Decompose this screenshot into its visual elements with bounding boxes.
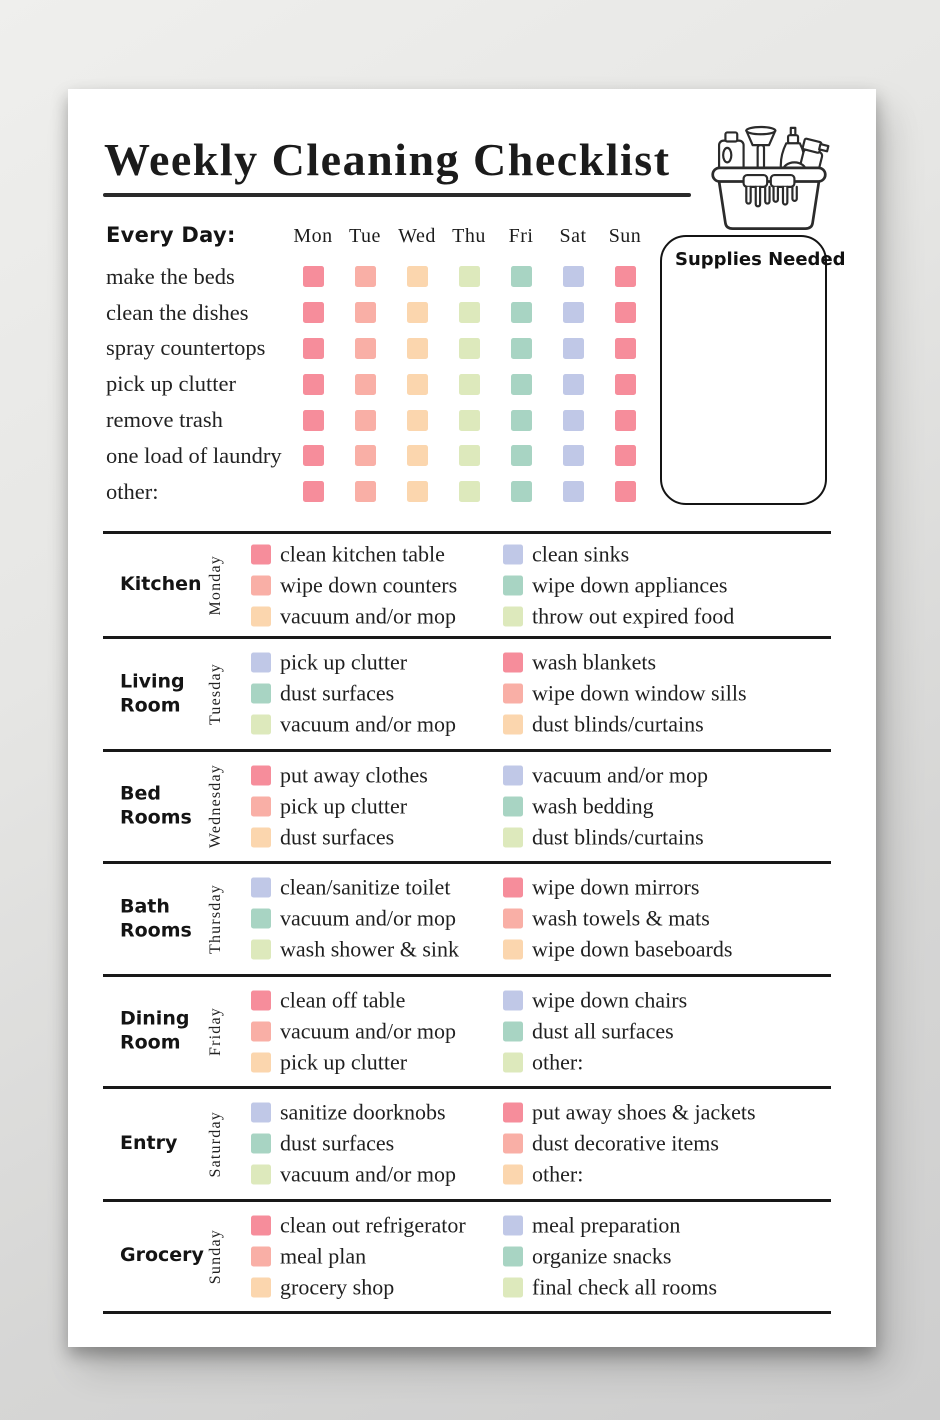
task-label: wipe down chairs	[532, 987, 688, 1013]
everyday-task-label: one load of laundry	[106, 442, 282, 468]
task-label: pick up clutter	[280, 649, 408, 675]
task-label: vacuum and/or mop	[280, 1018, 456, 1044]
task-label: throw out expired food	[532, 603, 735, 628]
task-checkbox[interactable]	[251, 575, 271, 595]
everyday-task-row	[106, 402, 651, 438]
task-checkbox[interactable]	[251, 606, 271, 626]
everyday-task-row	[106, 259, 651, 295]
everyday-checkbox-sat[interactable]	[563, 481, 584, 502]
task-label: dust decorative items	[532, 1130, 719, 1156]
everyday-task-row	[106, 366, 651, 402]
everyday-checkbox-wed[interactable]	[407, 410, 428, 431]
everyday-checkbox-fri[interactable]	[511, 374, 532, 395]
everyday-task-row	[106, 474, 651, 510]
everyday-checkbox-sun[interactable]	[615, 266, 636, 287]
everyday-checkbox-tue[interactable]	[355, 374, 376, 395]
task-label: clean off table	[280, 987, 406, 1013]
task-checkbox[interactable]	[251, 990, 271, 1010]
task-item	[503, 1162, 803, 1188]
everyday-task-row	[106, 295, 651, 331]
task-checkbox[interactable]	[503, 575, 523, 595]
supplies-needed-title: Supplies Needed	[675, 249, 846, 270]
task-label: put away shoes & jackets	[532, 1099, 756, 1125]
day-label-vertical: Wednesday	[207, 764, 224, 849]
everyday-checkbox-sun[interactable]	[615, 374, 636, 395]
task-item	[251, 1212, 503, 1238]
task-checkbox[interactable]	[503, 765, 523, 785]
everyday-checkbox-wed[interactable]	[407, 302, 428, 323]
task-checkbox[interactable]	[503, 684, 523, 704]
everyday-checkbox-wed[interactable]	[407, 338, 428, 359]
everyday-task-label: pick up clutter	[106, 371, 236, 397]
task-checkbox[interactable]	[251, 1103, 271, 1123]
task-item	[251, 650, 503, 676]
task-checkbox[interactable]	[503, 1215, 523, 1235]
everyday-checkbox-mon[interactable]	[303, 410, 324, 431]
day-label-vertical: Tuesday	[207, 662, 224, 725]
cleaning-caddy-icon	[698, 117, 840, 235]
task-label: clean/sanitize toilet	[280, 874, 451, 900]
task-label: wash towels & mats	[532, 905, 710, 931]
everyday-checkbox-fri[interactable]	[511, 445, 532, 466]
task-item	[503, 1018, 803, 1044]
everyday-checkboxes	[287, 410, 651, 431]
section-living-room	[103, 636, 831, 749]
checklist-page	[68, 89, 876, 1347]
task-item	[251, 1018, 503, 1044]
task-label: vacuum and/or mop	[280, 1161, 456, 1187]
task-label: vacuum and/or mop	[280, 603, 456, 628]
everyday-checkbox-tue[interactable]	[355, 302, 376, 323]
everyday-checkboxes	[287, 481, 651, 502]
task-label: wipe down appliances	[532, 572, 728, 597]
task-checkbox[interactable]	[251, 1246, 271, 1266]
everyday-checkbox-thu[interactable]	[459, 338, 480, 359]
task-label: sanitize doorknobs	[280, 1099, 446, 1125]
task-item	[503, 1100, 803, 1126]
task-item	[503, 650, 803, 676]
everyday-checkbox-thu[interactable]	[459, 374, 480, 395]
task-checkbox[interactable]	[503, 1246, 523, 1266]
task-item	[251, 824, 503, 850]
task-item	[503, 681, 803, 707]
task-label: wash bedding	[532, 793, 654, 819]
task-checkbox[interactable]	[251, 940, 271, 960]
everyday-checkbox-fri[interactable]	[511, 266, 532, 287]
everyday-checkbox-wed[interactable]	[407, 445, 428, 466]
task-checkbox[interactable]	[251, 909, 271, 929]
everyday-task-label: remove trash	[106, 407, 223, 433]
task-label: grocery shop	[280, 1274, 395, 1300]
task-item	[503, 1274, 803, 1300]
task-checkbox[interactable]	[503, 796, 523, 816]
task-checkbox[interactable]	[503, 544, 523, 564]
everyday-checkbox-fri[interactable]	[511, 410, 532, 431]
task-item	[503, 603, 803, 629]
task-checkbox[interactable]	[503, 606, 523, 626]
room-label: Dining Room	[120, 1007, 190, 1054]
task-checkbox[interactable]	[251, 1134, 271, 1154]
day-header-wed: Wed	[398, 225, 436, 247]
task-checkbox[interactable]	[251, 1021, 271, 1041]
task-item	[503, 937, 803, 963]
section-grocery	[103, 1199, 831, 1312]
everyday-title: Every Day:	[106, 223, 236, 247]
task-checkbox[interactable]	[503, 1134, 523, 1154]
supplies-notes-area[interactable]	[668, 281, 819, 495]
task-item	[503, 1049, 803, 1075]
everyday-checkbox-wed[interactable]	[407, 481, 428, 502]
everyday-checkbox-tue[interactable]	[355, 410, 376, 431]
day-label-vertical: Monday	[207, 554, 224, 616]
everyday-checkbox-mon[interactable]	[303, 302, 324, 323]
section-bath-rooms	[103, 861, 831, 974]
everyday-task-label: spray countertops	[106, 335, 266, 361]
everyday-checkbox-sun[interactable]	[615, 302, 636, 323]
task-label: wash blankets	[532, 649, 657, 675]
task-label: clean kitchen table	[280, 541, 445, 566]
task-label: other:	[532, 1161, 584, 1187]
section-dining-room	[103, 974, 831, 1087]
task-checkbox[interactable]	[251, 827, 271, 847]
task-checkbox[interactable]	[251, 1165, 271, 1185]
task-checkbox[interactable]	[251, 684, 271, 704]
task-item	[503, 1243, 803, 1269]
task-label: pick up clutter	[280, 1049, 408, 1075]
title-underline	[103, 193, 691, 197]
task-checkbox[interactable]	[503, 1103, 523, 1123]
everyday-checkbox-sat[interactable]	[563, 445, 584, 466]
day-label-vertical: Thursday	[207, 883, 224, 954]
day-header-thu: Thu	[452, 225, 486, 247]
everyday-task-label: make the beds	[106, 263, 235, 289]
day-label-vertical: Sunday	[207, 1228, 224, 1284]
task-label: dust surfaces	[280, 1130, 395, 1156]
task-item	[251, 681, 503, 707]
task-checkbox[interactable]	[503, 940, 523, 960]
everyday-checkboxes	[287, 338, 651, 359]
task-checkbox[interactable]	[503, 990, 523, 1010]
task-checkbox[interactable]	[503, 827, 523, 847]
task-checkbox[interactable]	[503, 715, 523, 735]
task-checkbox[interactable]	[251, 1052, 271, 1072]
task-label: vacuum and/or mop	[280, 711, 456, 737]
everyday-task-row	[106, 438, 651, 474]
task-label: wipe down window sills	[532, 680, 747, 706]
task-checkbox[interactable]	[251, 1215, 271, 1235]
day-header-sat: Sat	[559, 225, 587, 247]
task-item	[251, 1243, 503, 1269]
task-item	[251, 1274, 503, 1300]
task-label: put away clothes	[280, 762, 428, 788]
everyday-checkbox-mon[interactable]	[303, 445, 324, 466]
task-label: clean out refrigerator	[280, 1212, 466, 1238]
page-title: Weekly Cleaning Checklist	[104, 134, 671, 185]
task-checkbox[interactable]	[503, 1165, 523, 1185]
task-item	[503, 906, 803, 932]
everyday-checkbox-fri[interactable]	[511, 481, 532, 502]
task-item	[251, 793, 503, 819]
room-label: Living Room	[120, 670, 185, 716]
everyday-checkbox-tue[interactable]	[355, 481, 376, 502]
task-label: wipe down counters	[280, 572, 458, 597]
task-label: dust blinds/curtains	[532, 824, 704, 850]
task-label: clean sinks	[532, 541, 630, 566]
supplies-needed-box	[660, 235, 846, 505]
task-item	[251, 1162, 503, 1188]
section-kitchen	[103, 531, 831, 636]
task-item	[251, 987, 503, 1013]
task-item	[251, 1100, 503, 1126]
room-label: Grocery	[120, 1244, 204, 1267]
room-label: Bed Rooms	[120, 782, 192, 829]
task-item	[251, 541, 503, 567]
task-item	[251, 762, 503, 788]
everyday-checkbox-sun[interactable]	[615, 410, 636, 431]
task-checkbox[interactable]	[251, 715, 271, 735]
task-label: wipe down baseboards	[532, 936, 733, 962]
task-checkbox[interactable]	[503, 653, 523, 673]
task-label: wash shower & sink	[280, 936, 460, 962]
room-label: Kitchen	[120, 573, 202, 596]
task-item	[503, 572, 803, 598]
everyday-checkbox-sat[interactable]	[563, 266, 584, 287]
everyday-checkbox-tue[interactable]	[355, 445, 376, 466]
task-item	[251, 572, 503, 598]
day-label-vertical: Friday	[207, 1006, 224, 1056]
task-item	[251, 1131, 503, 1157]
day-header-mon: Mon	[293, 225, 333, 247]
everyday-checkbox-sat[interactable]	[563, 410, 584, 431]
task-item	[503, 1131, 803, 1157]
task-label: dust surfaces	[280, 824, 395, 850]
task-item	[251, 603, 503, 629]
everyday-checkbox-mon[interactable]	[303, 266, 324, 287]
everyday-checkbox-fri[interactable]	[511, 338, 532, 359]
everyday-checkbox-sat[interactable]	[563, 374, 584, 395]
task-checkbox[interactable]	[503, 1052, 523, 1072]
task-item	[251, 906, 503, 932]
task-item	[251, 1049, 503, 1075]
everyday-checkboxes	[287, 266, 651, 287]
task-label: meal preparation	[532, 1212, 681, 1238]
task-item	[503, 541, 803, 567]
section-entry	[103, 1086, 831, 1199]
everyday-checkbox-mon[interactable]	[303, 374, 324, 395]
everyday-task-row	[106, 331, 651, 367]
everyday-checkbox-tue[interactable]	[355, 338, 376, 359]
day-header-fri: Fri	[508, 225, 534, 247]
task-checkbox[interactable]	[251, 1277, 271, 1297]
everyday-checkbox-thu[interactable]	[459, 266, 480, 287]
everyday-checkbox-sat[interactable]	[563, 302, 584, 323]
task-label: meal plan	[280, 1243, 367, 1269]
task-checkbox[interactable]	[251, 544, 271, 564]
task-checkbox[interactable]	[503, 909, 523, 929]
task-checkbox[interactable]	[251, 796, 271, 816]
task-checkbox[interactable]	[251, 765, 271, 785]
room-label: Bath Rooms	[120, 895, 192, 941]
everyday-checkbox-thu[interactable]	[459, 445, 480, 466]
task-item	[503, 987, 803, 1013]
everyday-checkbox-thu[interactable]	[459, 302, 480, 323]
task-item	[251, 875, 503, 901]
day-header-tue: Tue	[349, 225, 381, 247]
task-item	[503, 824, 803, 850]
task-item	[503, 875, 803, 901]
day-header-sun: Sun	[608, 225, 642, 247]
everyday-checkbox-sun[interactable]	[615, 338, 636, 359]
everyday-checkbox-wed[interactable]	[407, 266, 428, 287]
everyday-checkbox-mon[interactable]	[303, 338, 324, 359]
task-item	[251, 937, 503, 963]
everyday-checkbox-sat[interactable]	[563, 338, 584, 359]
task-checkbox[interactable]	[503, 878, 523, 898]
everyday-checkbox-thu[interactable]	[459, 410, 480, 431]
day-label-vertical: Saturday	[207, 1110, 224, 1177]
task-label: dust all surfaces	[532, 1018, 674, 1044]
task-label: dust blinds/curtains	[532, 711, 704, 737]
room-label: Entry	[120, 1131, 178, 1154]
weekly-sections	[103, 531, 831, 1314]
everyday-task-label: other:	[106, 478, 159, 504]
everyday-grid	[106, 223, 651, 510]
everyday-checkbox-mon[interactable]	[303, 481, 324, 502]
task-item	[503, 712, 803, 738]
everyday-checkboxes	[287, 374, 651, 395]
task-label: final check all rooms	[532, 1274, 718, 1300]
task-checkbox[interactable]	[251, 653, 271, 673]
task-item	[251, 712, 503, 738]
task-checkbox[interactable]	[251, 878, 271, 898]
task-label: wipe down mirrors	[532, 874, 700, 900]
everyday-checkbox-wed[interactable]	[407, 374, 428, 395]
task-item	[503, 762, 803, 788]
everyday-checkbox-tue[interactable]	[355, 266, 376, 287]
section-bed-rooms	[103, 749, 831, 862]
everyday-checkboxes	[287, 445, 651, 466]
task-label: vacuum and/or mop	[280, 905, 456, 931]
task-label: pick up clutter	[280, 793, 408, 819]
task-checkbox[interactable]	[503, 1021, 523, 1041]
everyday-checkbox-sun[interactable]	[615, 481, 636, 502]
task-checkbox[interactable]	[503, 1277, 523, 1297]
task-label: vacuum and/or mop	[532, 762, 708, 788]
everyday-checkbox-thu[interactable]	[459, 481, 480, 502]
everyday-checkbox-sun[interactable]	[615, 445, 636, 466]
task-label: dust surfaces	[280, 680, 395, 706]
everyday-checkbox-fri[interactable]	[511, 302, 532, 323]
everyday-checkboxes	[287, 302, 651, 323]
task-label: organize snacks	[532, 1243, 672, 1269]
task-item	[503, 793, 803, 819]
task-label: other:	[532, 1049, 584, 1075]
everyday-task-label: clean the dishes	[106, 299, 249, 325]
task-item	[503, 1212, 803, 1238]
